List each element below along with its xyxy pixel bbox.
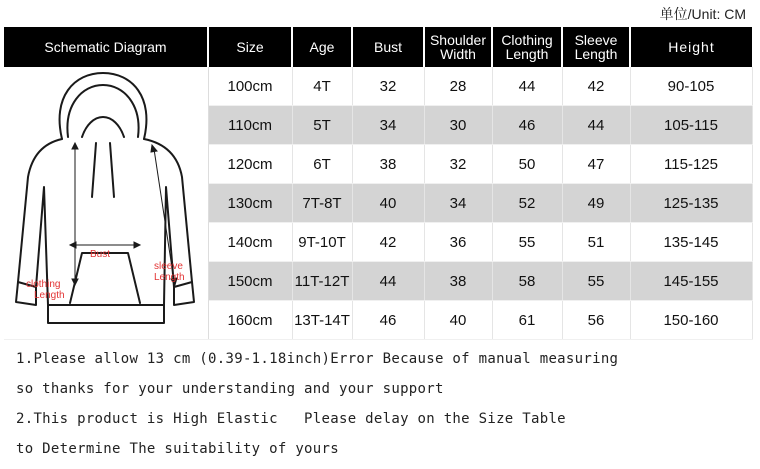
cell-age: 7T-8T [292, 184, 352, 223]
header-bust: Bust [352, 27, 424, 67]
cell-size: 110cm [208, 106, 292, 145]
cell-shoulder: 38 [424, 262, 492, 301]
cell-size: 160cm [208, 301, 292, 340]
cell-sleeve-length: 56 [562, 301, 630, 340]
clothing-length-label-1: clothing [26, 279, 61, 290]
note-line: 2.This product is High Elastic Please delay on the Size Table [16, 411, 566, 427]
cell-shoulder: 36 [424, 223, 492, 262]
cell-size: 140cm [208, 223, 292, 262]
unit-label: 单位/Unit: CM [659, 6, 746, 22]
cell-bust: 46 [352, 301, 424, 340]
cell-height: 135-145 [630, 223, 752, 262]
hoodie-icon [4, 67, 206, 339]
table-row [4, 67, 752, 106]
cell-bust: 40 [352, 184, 424, 223]
cell-clothing-length: 55 [492, 223, 562, 262]
cell-height: 115-125 [630, 145, 752, 184]
clothing-length-label-2: Length [34, 290, 65, 301]
cell-age: 11T-12T [292, 262, 352, 301]
schematic-diagram-cell [4, 67, 208, 340]
note-line: to Determine The suitability of yours [16, 441, 339, 457]
cell-age: 13T-14T [292, 301, 352, 340]
sleeve-length-label-1: sleeve [154, 261, 183, 272]
cell-age: 9T-10T [292, 223, 352, 262]
header-height: Height [630, 27, 752, 67]
cell-age: 6T [292, 145, 352, 184]
header-size: Size [208, 27, 292, 67]
cell-size: 120cm [208, 145, 292, 184]
cell-shoulder: 32 [424, 145, 492, 184]
cell-height: 145-155 [630, 262, 752, 301]
table-header-row [4, 27, 752, 67]
cell-sleeve-length: 42 [562, 67, 630, 106]
sleeve-length-label-2: Length [154, 272, 185, 283]
cell-clothing-length: 46 [492, 106, 562, 145]
cell-sleeve-length: 55 [562, 262, 630, 301]
cell-height: 105-115 [630, 106, 752, 145]
cell-sleeve-length: 44 [562, 106, 630, 145]
header-age: Age [292, 27, 352, 67]
cell-height: 90-105 [630, 67, 752, 106]
cell-bust: 42 [352, 223, 424, 262]
cell-height: 125-135 [630, 184, 752, 223]
note-line: so thanks for your understanding and your support [16, 381, 444, 397]
cell-size: 100cm [208, 67, 292, 106]
cell-clothing-length: 58 [492, 262, 562, 301]
cell-shoulder: 40 [424, 301, 492, 340]
header-schematic: Schematic Diagram [4, 27, 208, 67]
bust-label: Bust [90, 249, 111, 260]
cell-age: 4T [292, 67, 352, 106]
cell-age: 5T [292, 106, 352, 145]
size-chart-table [4, 27, 753, 340]
cell-size: 150cm [208, 262, 292, 301]
cell-bust: 38 [352, 145, 424, 184]
notes-section [16, 344, 618, 464]
cell-bust: 32 [352, 67, 424, 106]
header-shoulder-width: Shoulder Width [424, 27, 492, 67]
cell-shoulder: 28 [424, 67, 492, 106]
cell-sleeve-length: 49 [562, 184, 630, 223]
header-clothing-length: Clothing Length [492, 27, 562, 67]
cell-bust: 44 [352, 262, 424, 301]
cell-sleeve-length: 47 [562, 145, 630, 184]
note-line: 1.Please allow 13 cm (0.39-1.18inch)Error Because of manual measuring [16, 351, 619, 367]
cell-clothing-length: 50 [492, 145, 562, 184]
hoodie-pocket [70, 253, 140, 303]
cell-shoulder: 30 [424, 106, 492, 145]
cell-height: 150-160 [630, 301, 752, 340]
cell-clothing-length: 52 [492, 184, 562, 223]
cell-bust: 34 [352, 106, 424, 145]
cell-clothing-length: 44 [492, 67, 562, 106]
cell-sleeve-length: 51 [562, 223, 630, 262]
cell-shoulder: 34 [424, 184, 492, 223]
cell-size: 130cm [208, 184, 292, 223]
header-sleeve-length: Sleeve Length [562, 27, 630, 67]
cell-clothing-length: 61 [492, 301, 562, 340]
